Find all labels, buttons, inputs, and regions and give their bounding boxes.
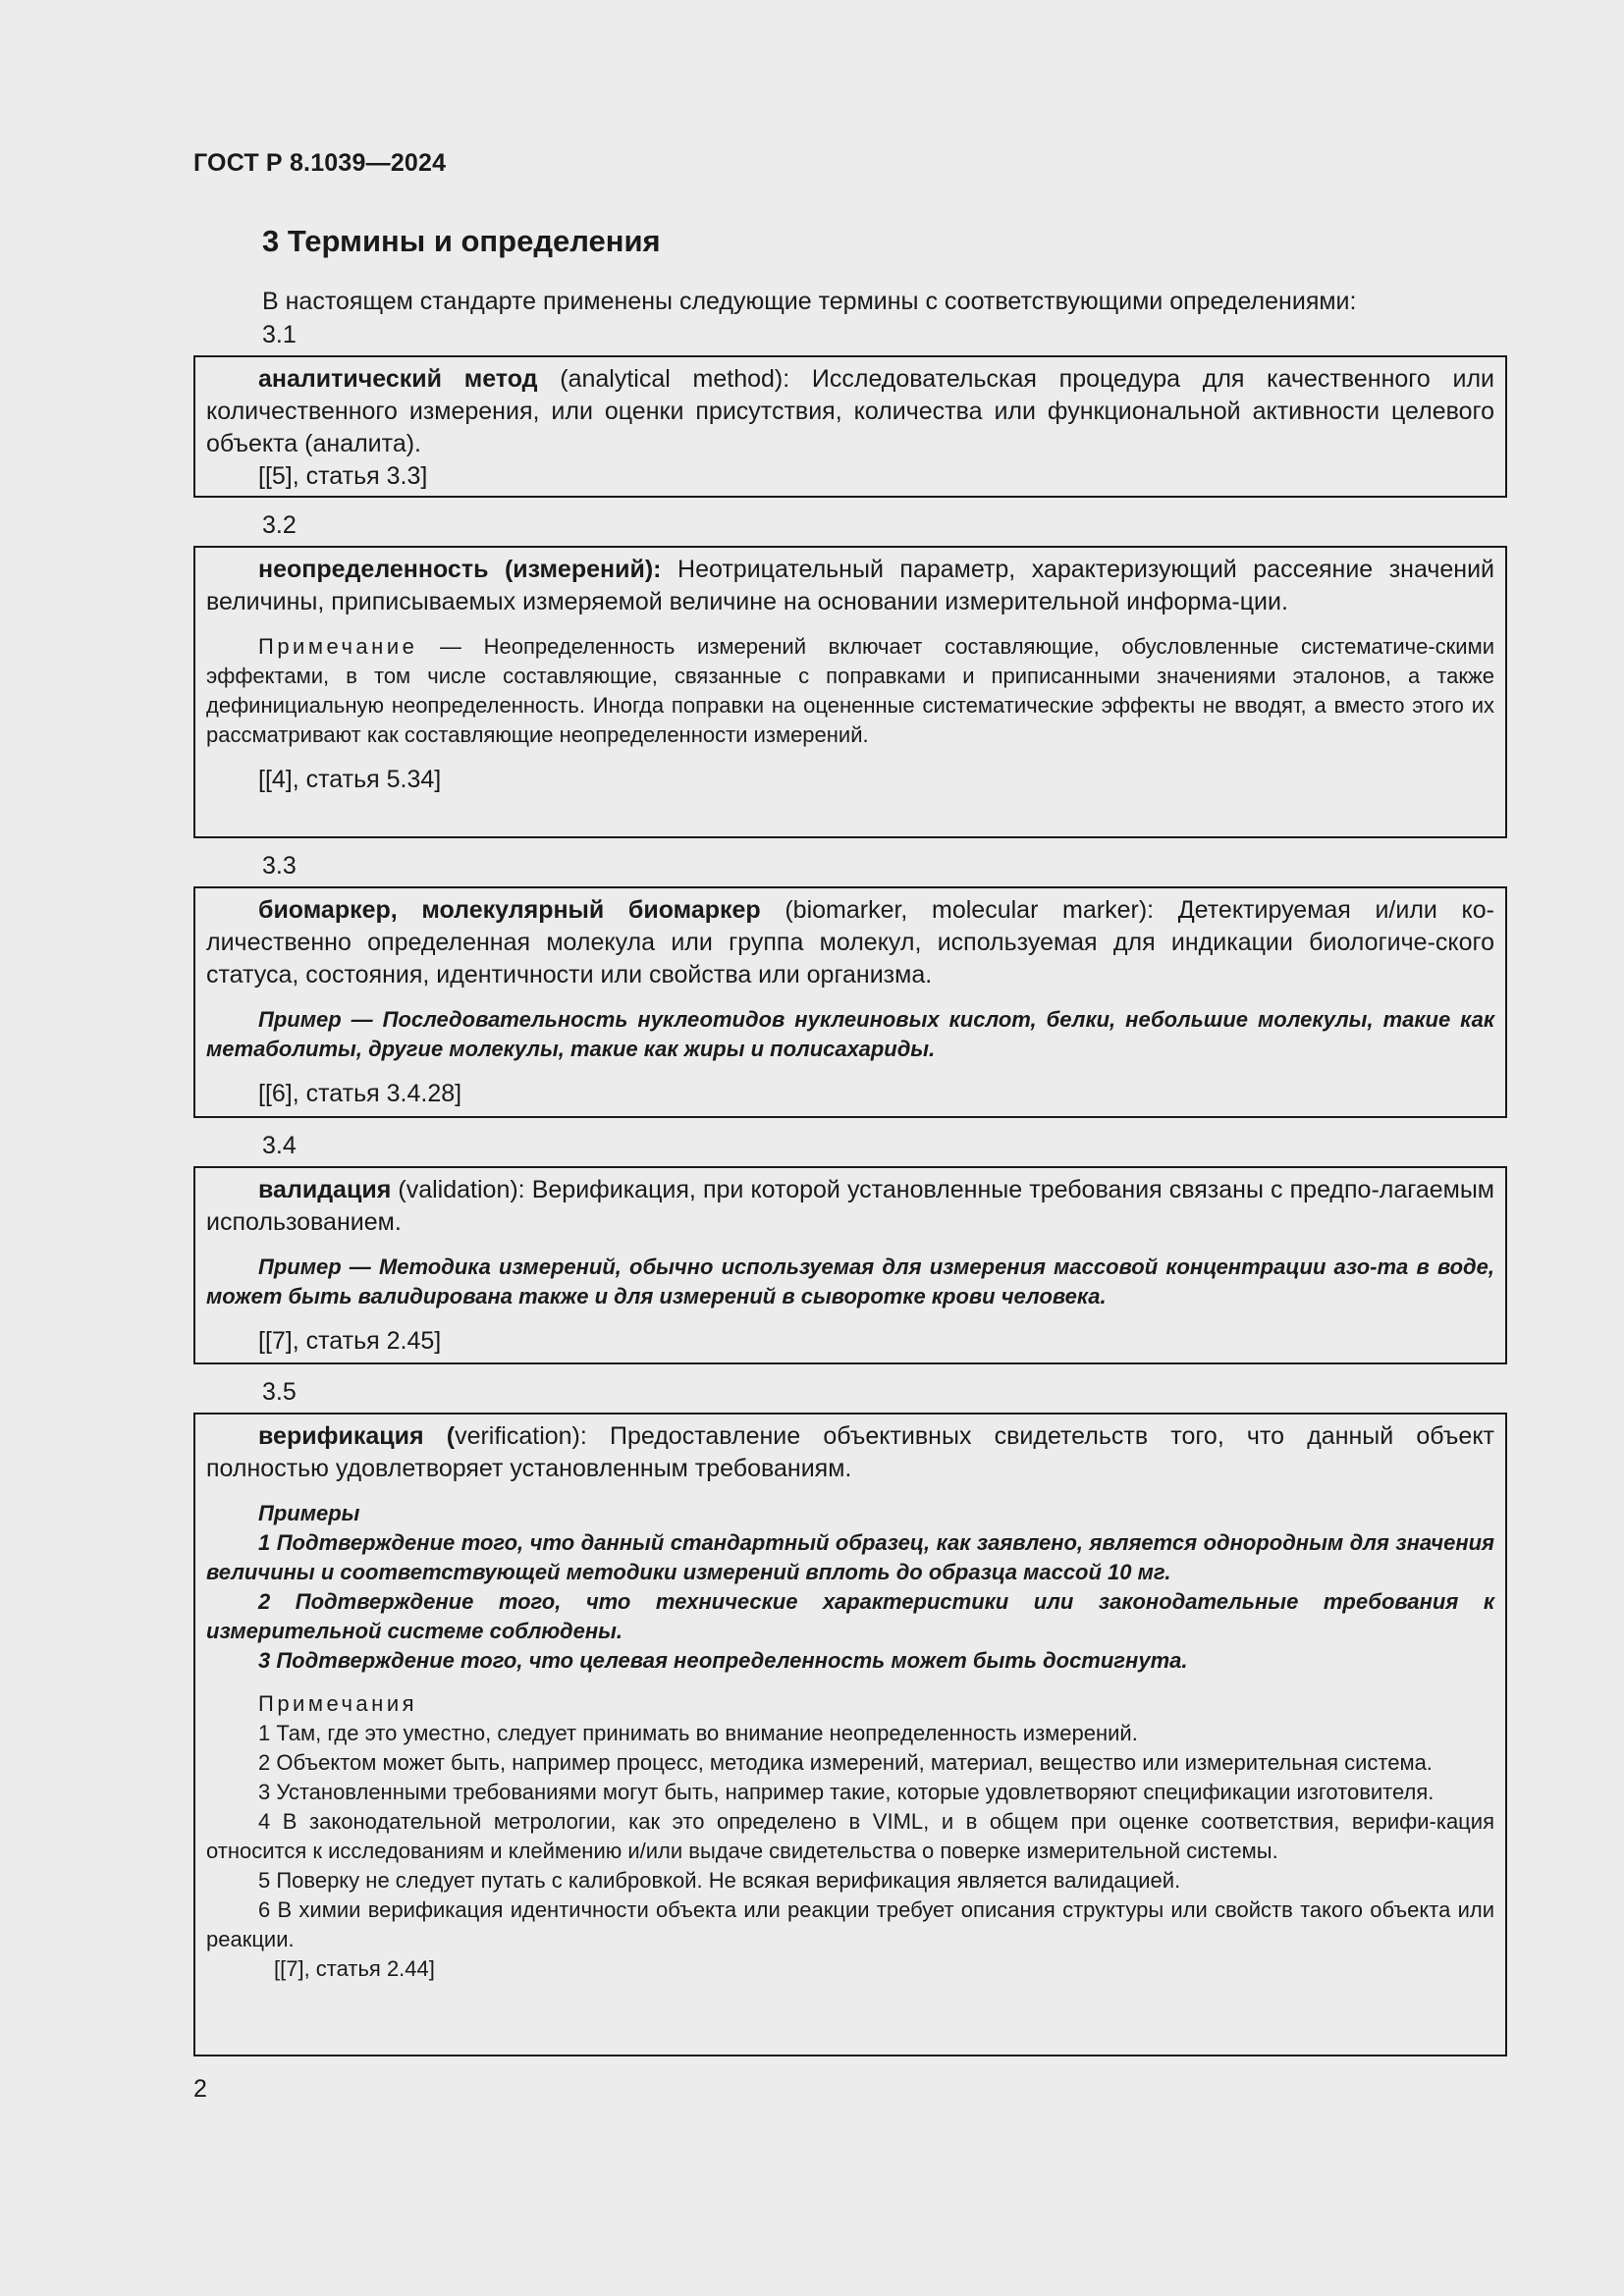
term-box — [193, 1413, 1507, 2056]
term-name: верификация ( — [258, 1422, 456, 1450]
term-definition: верификация (verification): Предоставление объективных свидетельств того, что данный объект полностью удовлетворяет установленным требованиям. — [206, 1422, 1494, 1482]
term-example: Пример — Последовательность нуклеотидов нуклеиновых кислот, белки, небольшие молекулы, такие как метаболиты, другие молекулы, такие как жиры и полисахариды. — [206, 1007, 1494, 1061]
term-example: 2 Подтверждение того, что технические характеристики или законодательные требования к измерительной системе соблюдены. — [206, 1589, 1494, 1643]
term-box — [193, 1166, 1507, 1364]
term-source: [[7], статья 2.44] — [274, 1956, 435, 1981]
intro-text: В настоящем стандарте применены следующие термины с соответствующими определениями: — [262, 288, 1357, 315]
term-name: биомаркер, молекулярный биомаркер — [258, 896, 761, 924]
term-example: Пример — Методика измерений, обычно используемая для измерения массовой концентрации азо-та в воде, может быть валидирована также и для измерений в сыворотке крови человека. — [206, 1255, 1494, 1308]
term-source: [[7], статья 2.45] — [258, 1327, 442, 1355]
term-box — [193, 886, 1507, 1118]
term-source: [[5], статья 3.3] — [258, 462, 428, 490]
term-definition: аналитический метод (analytical method): Исследовательская процедура для качественного или количественного измерения, или оценки присутствия, количества или функциональной активности целевого объекта (аналита). — [206, 365, 1495, 457]
examples-label: Примеры — [258, 1501, 360, 1525]
term-box — [193, 355, 1507, 498]
term-note: 3 Установленными требованиями могут быть, например такие, которые удовлетворяют спецификации изготовителя. — [258, 1780, 1435, 1804]
term-number: 3.4 — [262, 1132, 297, 1159]
term-note: 1 Там, где это уместно, следует принимать во внимание неопределенность измерений. — [258, 1721, 1138, 1745]
term-note: 5 Поверку не следует путать с калибровкой. Не всякая верификация является валидацией. — [258, 1868, 1181, 1893]
document-header: ГОСТ Р 8.1039—2024 — [193, 149, 447, 177]
term-number: 3.1 — [262, 321, 297, 348]
page-number: 2 — [193, 2075, 207, 2103]
term-number: 3.3 — [262, 852, 297, 880]
section-title: 3 Термины и определения — [262, 224, 661, 258]
term-definition: валидация (validation): Верификация, при которой установленные требования связаны с предпо-лагаемым использованием. — [206, 1176, 1494, 1236]
term-note: Примечание — Неопределенность измерений включает составляющие, обусловленные систематиче-скими эффектами, в том числе составляющие, связанные с поправками и приписанными значениями эталонов, а также дефинициальную неопределенность. Иногда поправки на оцененные систематические эффекты не вводят, а вместо этого их рассматривают как составляющие неопределенности измерений. — [206, 634, 1494, 747]
term-number: 3.5 — [262, 1378, 297, 1406]
term-source: [[4], статья 5.34] — [258, 766, 442, 793]
term-source: [[6], статья 3.4.28] — [258, 1080, 462, 1107]
term-name: неопределенность (измерений): — [258, 556, 662, 583]
term-definition: неопределенность (измерений): Неотрицательный параметр, характеризующий рассеяние значений величины, приписываемых измеряемой величине на основании измерительной информа-ции. — [206, 556, 1494, 615]
notes-label: Примечания — [258, 1691, 418, 1716]
term-note: 2 Объектом может быть, например процесс, методика измерений, материал, вещество или измерительная система. — [258, 1750, 1433, 1775]
term-number: 3.2 — [262, 511, 297, 539]
term-box — [193, 546, 1507, 838]
term-name: аналитический метод — [258, 365, 538, 393]
term-note: 4 В законодательной метрологии, как это определено в VIML, и в общем при оценке соответствия, верифи-кация относится к исследованиям и клеймению и/или выдаче свидетельства о поверке измерительной системы. — [206, 1809, 1494, 1863]
term-definition: биомаркер, молекулярный биомаркер (biomarker, molecular marker): Детектируемая и/или ко-личественно определенная молекула или группа молекул, используемая для индикации биологиче-ского статуса, состояния, идентичности или свойства или организма. — [206, 896, 1494, 988]
note-label: Примечание — [258, 634, 418, 659]
term-note: 6 В химии верификация идентичности объекта или реакции требует описания структуры или свойств такого объекта или реакции. — [206, 1897, 1494, 1951]
term-example: 3 Подтверждение того, что целевая неопределенность может быть достигнута. — [258, 1648, 1188, 1673]
term-name: валидация — [258, 1176, 392, 1203]
term-example: 1 Подтверждение того, что данный стандартный образец, как заявлено, является однородным для значения величины и соответствующей методики измерений вплоть до образца массой 10 мг. — [206, 1530, 1494, 1584]
